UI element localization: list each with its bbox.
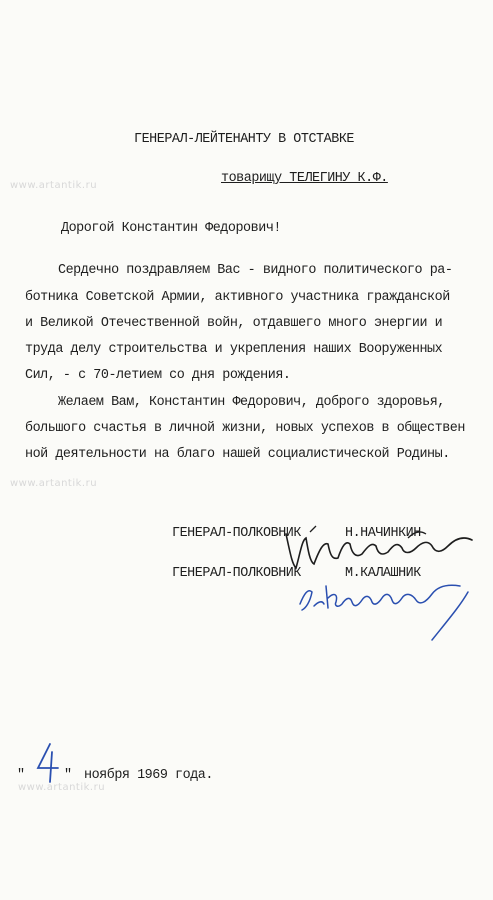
paragraph-line: ботника Советской Армии, активного участника гражданской bbox=[25, 290, 450, 305]
handwritten-signature-2 bbox=[292, 572, 482, 644]
paragraph-line: большого счастья в личной жизни, новых успехов в обществен bbox=[25, 421, 465, 436]
handwritten-signature-1 bbox=[280, 524, 485, 576]
watermark-3: www.artantik.ru bbox=[18, 782, 106, 793]
signer-2-name: М.КАЛАШНИК bbox=[345, 566, 421, 581]
watermark-2: www.artantik.ru bbox=[10, 478, 98, 489]
date-text: ноября 1969 года. bbox=[84, 768, 213, 783]
paragraph-line: Сил, - с 70-летием со дня рождения. bbox=[25, 368, 291, 383]
date-open-quote: " bbox=[17, 768, 25, 783]
paragraph-line: ной деятельности на благо нашей социалистической Родины. bbox=[25, 447, 450, 462]
heading-addressee: товарищу ТЕЛЕГИНУ К.Ф. bbox=[221, 171, 388, 186]
paragraph-line: и Великой Отечественной войн, отдавшего много энергии и bbox=[25, 316, 443, 331]
paragraph-line: Сердечно поздравляем Вас - видного политического ра- bbox=[58, 263, 453, 278]
date-close-quote: " bbox=[64, 768, 72, 783]
handwritten-day bbox=[30, 742, 66, 784]
paragraph-line: Желаем Вам, Константин Федорович, доброго здоровья, bbox=[58, 395, 445, 410]
watermark-1: www.artantik.ru bbox=[10, 180, 98, 191]
heading-rank: ГЕНЕРАЛ-ЛЕЙТЕНАНТУ В ОТСТАВКЕ bbox=[134, 132, 354, 147]
signer-2-rank: ГЕНЕРАЛ-ПОЛКОВНИК bbox=[172, 566, 301, 581]
paragraph-line: труда делу строительства и укрепления наших Вооруженных bbox=[25, 342, 443, 357]
signer-1-name: Н.НАЧИНКИН bbox=[345, 526, 421, 541]
signer-1-rank: ГЕНЕРАЛ-ПОЛКОВНИК bbox=[172, 526, 301, 541]
salutation: Дорогой Константин Федорович! bbox=[61, 221, 281, 236]
